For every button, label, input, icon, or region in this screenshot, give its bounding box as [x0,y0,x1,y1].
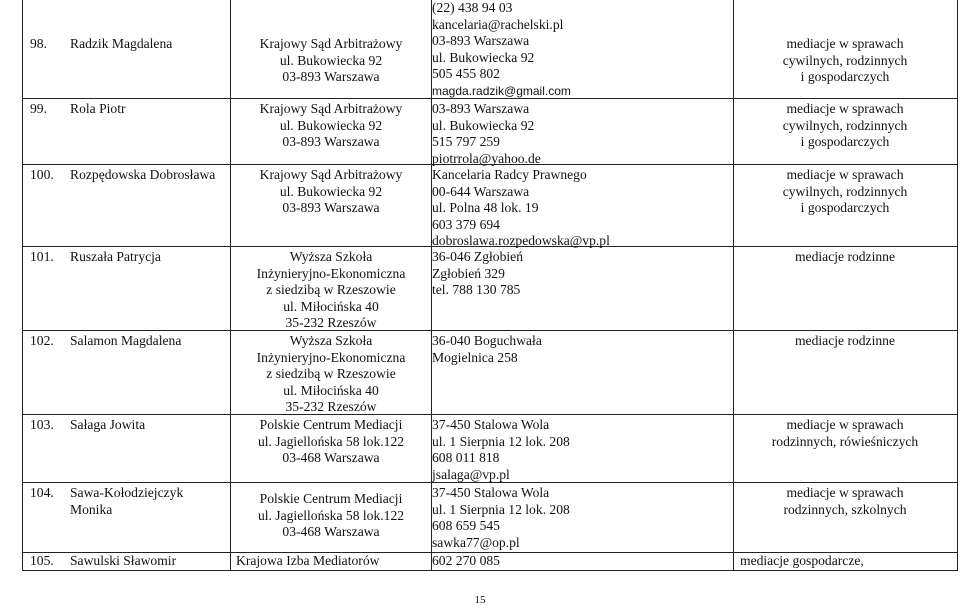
contact-line: kancelaria@rachelski.pl [432,16,564,32]
specialization-line: mediacje rodzinne [794,249,895,264]
specialization-line: cywilnych, rodzinnych [782,52,908,68]
contact-line: 36-040 Boguchwała [432,333,542,348]
mediator-name: Sałaga Jowita [70,417,146,432]
contact-line: Kancelaria Radcy Prawnego [432,167,587,182]
mediator-name-continued: Monika [70,501,113,517]
specialization-line: i gospodarczych [800,134,890,149]
address-line: ul. Miłocińska 40 [283,382,379,398]
institution-address-cell [231,36,431,86]
contact-line: 37-450 Stalowa Wola [432,485,550,500]
mediator-name: Sawa-Kołodziejczyk [70,485,184,500]
mediator-name-cell [30,553,230,570]
specialization-line: mediacje w sprawach [786,485,904,500]
specialization-cell [734,249,956,266]
institution-address-cell [231,167,431,217]
address-line: z siedzibą w Rzeszowie [266,282,396,297]
row-number: 98. [30,36,47,51]
address-line: 03-893 Warszawa [282,69,380,84]
address-line: Polskie Centrum Mediacji [259,417,403,432]
contact-line: ul. Polna 48 lok. 19 [432,200,539,215]
contact-cell [432,101,734,167]
address-line: Krajowa Izba Mediatorów [236,553,380,568]
row-number: 101. [30,249,54,264]
specialization-cell [734,485,956,518]
contact-line: 00-644 Warszawa [432,183,530,199]
row-number: 104. [30,485,54,500]
contact-line: 03-893 Warszawa [432,33,530,48]
row-number: 105. [30,553,54,568]
institution-address-cell [231,249,431,332]
specialization-line: mediacje w sprawach [786,101,904,116]
contact-line: tel. 788 130 785 [432,282,521,297]
specialization-line: mediacje w sprawach [786,167,904,182]
table-row-divider [22,330,958,331]
address-line: Krajowy Sąd Arbitrażowy [259,167,403,182]
page-number: 15 [474,594,486,606]
contact-line: 602 270 085 [432,553,500,568]
address-line: ul. Jagiellońska 58 lok.122 [257,433,405,449]
table-border-bottom [22,570,958,571]
address-line: ul. Bukowiecka 92 [279,52,383,68]
contact-line: 505 455 802 [432,66,500,81]
contact-cell [432,0,734,99]
contact-cell [432,249,734,299]
mediator-name: Radzik Magdalena [70,36,173,51]
mediator-name-cell [30,249,230,266]
address-line: Inżynieryjno-Ekonomiczna [256,349,406,365]
contact-line: sawka77@op.pl [432,534,520,550]
mediator-name-cell [30,417,230,434]
row-number: 99. [30,101,47,116]
contact-line: 608 011 818 [432,450,500,465]
mediator-name-cell [30,36,230,53]
address-line: ul. Miłocińska 40 [283,298,379,314]
address-line: 03-468 Warszawa [282,450,380,465]
contact-line: ul. 1 Sierpnia 12 lok. 208 [432,433,570,449]
contact-line: jsalaga@vp.pl [432,466,510,482]
contact-line: 603 379 694 [432,216,500,232]
address-line: 03-893 Warszawa [282,134,380,149]
specialization-line: mediacje w sprawach [786,36,904,51]
address-line: Inżynieryjno-Ekonomiczna [256,265,406,281]
contact-cell [432,417,734,483]
institution-address-cell [236,553,436,570]
contact-line: dobroslawa.rozpedowska@vp.pl [432,233,610,248]
contact-line: piotrrola@yahoo.de [432,150,541,166]
contact-line: 37-450 Stalowa Wola [432,417,550,432]
mediator-name: Ruszała Patrycja [70,249,161,264]
contact-line: ul. Bukowiecka 92 [432,49,535,65]
row-number: 102. [30,333,54,348]
contact-line: (22) 438 94 03 [432,0,513,15]
mediator-name-cell [30,101,230,118]
specialization-line: cywilnych, rodzinnych [782,183,908,199]
address-line: Polskie Centrum Mediacji [259,491,403,506]
specialization-cell [740,553,960,570]
table-row-divider [22,414,958,415]
contact-cell [432,333,734,366]
address-line: 35-232 Rzeszów [285,399,377,414]
contact-cell [432,167,734,250]
contact-line: magda.radzik@gmail.com [432,83,571,98]
contact-line: 608 659 545 [432,518,500,533]
row-number: 103. [30,417,54,432]
address-line: Wyższa Szkoła [289,333,373,348]
specialization-line: rodzinnych, szkolnych [783,501,907,517]
institution-address-cell [231,101,431,151]
address-line: ul. Bukowiecka 92 [279,183,383,199]
mediator-name-cell [30,167,230,184]
address-line: 03-468 Warszawa [282,524,380,539]
institution-address-cell [231,491,431,541]
contact-line: 03-893 Warszawa [432,101,530,116]
contact-line: 36-046 Zgłobień [432,249,523,264]
specialization-line: mediacje w sprawach [786,417,904,432]
contact-line: ul. Bukowiecka 92 [432,117,535,133]
specialization-cell [734,36,956,86]
table-border-left [22,0,23,571]
contact-line: 515 797 259 [432,134,500,149]
specialization-cell [734,101,956,151]
mediator-name: Sawulski Sławomir [70,553,177,568]
contact-line: ul. 1 Sierpnia 12 lok. 208 [432,501,570,517]
specialization-line: rodzinnych, rówieśniczych [771,433,919,449]
contact-line: Mogielnica 258 [432,349,518,365]
address-line: 03-893 Warszawa [282,200,380,215]
mediator-name-cell [30,333,230,350]
address-line: ul. Jagiellońska 58 lok.122 [257,507,405,523]
specialization-line: mediacje rodzinne [794,333,895,348]
table-border-right [957,0,958,571]
mediator-name: Rozpędowska Dobrosława [70,167,216,182]
address-line: ul. Bukowiecka 92 [279,117,383,133]
mediator-name: Rola Piotr [70,101,126,116]
specialization-line: i gospodarczych [800,69,890,84]
address-line: 35-232 Rzeszów [285,315,377,330]
contact-cell [432,485,734,551]
specialization-cell [734,333,956,350]
row-number: 100. [30,167,54,182]
contact-cell [432,553,734,570]
institution-address-cell [231,417,431,467]
specialization-line: mediacje gospodarcze, [740,553,864,568]
mediator-name-cell [30,485,230,518]
address-line: Krajowy Sąd Arbitrażowy [259,101,403,116]
contact-line: Zgłobień 329 [432,265,505,281]
address-line: z siedzibą w Rzeszowie [266,366,396,381]
specialization-line: cywilnych, rodzinnych [782,117,908,133]
specialization-line: i gospodarczych [800,200,890,215]
mediator-name: Salamon Magdalena [70,333,182,348]
specialization-cell [734,167,956,217]
address-line: Wyższa Szkoła [289,249,373,264]
institution-address-cell [231,333,431,416]
specialization-cell [734,417,956,450]
address-line: Krajowy Sąd Arbitrażowy [259,36,403,51]
